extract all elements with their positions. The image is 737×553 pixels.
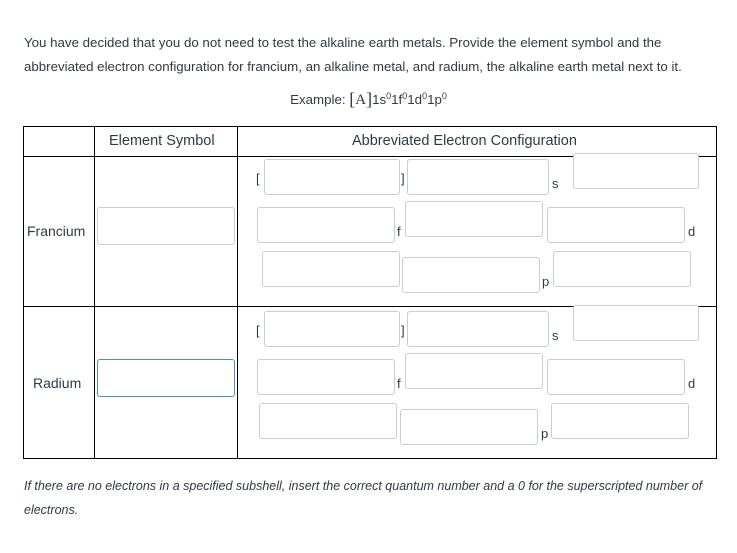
row-label-francium: Francium <box>27 223 86 239</box>
example-close-bracket: ] <box>366 89 373 109</box>
question-prompt: You have decided that you do not need to test the alkaline earth metals. Provide the element symbol and the abbreviated electron configuration for francium, an alkaline metal, and radium, the alkaline earth metal next to it. <box>24 35 682 74</box>
radium-close-bracket: ] <box>401 323 405 338</box>
francium-close-bracket: ] <box>401 171 405 186</box>
radium-open-bracket: [ <box>256 323 260 338</box>
table-border-bottom <box>23 458 717 459</box>
francium-p-label: p <box>542 274 550 289</box>
radium-s-coefficient-input[interactable] <box>407 311 549 347</box>
francium-s-exponent-input[interactable] <box>573 153 699 189</box>
francium-s-label: s <box>552 176 559 191</box>
table-border-top <box>23 126 717 127</box>
francium-f-label: f <box>397 224 401 239</box>
radium-p-secondary-input[interactable] <box>400 409 538 445</box>
instruction-note: If there are no electrons in a specified subshell, insert the correct quantum number and a 0 for the superscripted number of electrons. <box>24 479 703 517</box>
radium-s-label: s <box>552 328 559 343</box>
table-border-right <box>716 126 717 459</box>
table-border-col2 <box>237 126 238 459</box>
radium-noble-gas-input[interactable] <box>264 311 400 347</box>
radium-s-exponent-input[interactable] <box>573 305 699 341</box>
radium-f-coefficient-input[interactable] <box>257 359 395 395</box>
table-border-left <box>23 126 24 459</box>
francium-open-bracket: [ <box>256 171 260 186</box>
francium-p-secondary-input[interactable] <box>402 257 540 293</box>
radium-p-exponent-input[interactable] <box>551 403 689 439</box>
example-label: Example: <box>290 92 346 107</box>
radium-d-coefficient-input[interactable] <box>547 359 685 395</box>
francium-noble-gas-input[interactable] <box>264 159 400 195</box>
francium-p-exponent-input[interactable] <box>553 251 691 287</box>
francium-d-label: d <box>688 224 696 239</box>
example-term: $1p^0$ <box>427 91 447 107</box>
radium-element-symbol-input[interactable] <box>97 359 235 397</box>
francium-element-symbol-input[interactable] <box>97 207 235 245</box>
francium-d-coefficient-input[interactable] <box>547 207 685 243</box>
example-term: $1f^0$ <box>391 91 408 107</box>
radium-p-label: p <box>541 426 549 441</box>
radium-f-label: f <box>397 376 401 391</box>
row-label-radium: Radium <box>33 375 82 391</box>
header-abbreviated-config: Abbreviated Electron Configuration <box>352 133 577 149</box>
example-symbol: A <box>355 92 367 108</box>
header-element-symbol: Element Symbol <box>109 133 215 149</box>
example-term: $1s^0$ <box>372 91 392 107</box>
francium-f-coefficient-input[interactable] <box>257 207 395 243</box>
radium-f-exponent-input[interactable] <box>405 353 543 389</box>
radium-d-label: d <box>688 376 696 391</box>
francium-p-coefficient-input[interactable] <box>262 251 400 287</box>
francium-f-exponent-input[interactable] <box>405 201 543 237</box>
example-term: $1d^0$ <box>407 91 428 107</box>
example-configuration <box>0 89 737 110</box>
francium-s-coefficient-input[interactable] <box>407 159 549 195</box>
radium-p-coefficient-input[interactable] <box>259 403 397 439</box>
table-border-col1 <box>94 126 95 459</box>
example-open-bracket: [ <box>349 89 356 109</box>
